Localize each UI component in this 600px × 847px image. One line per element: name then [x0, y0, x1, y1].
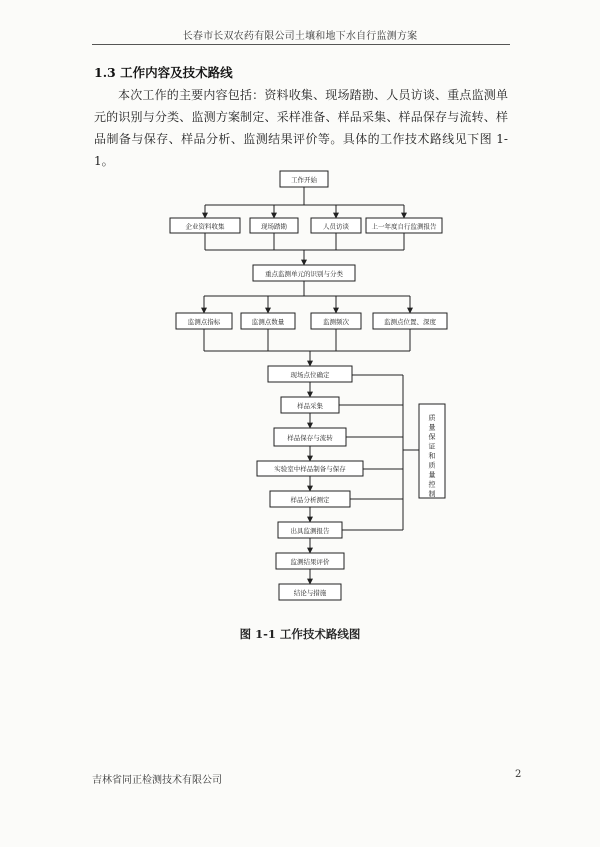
flow-text-quality-control: 质量保证和质量控制: [428, 414, 436, 500]
flow-text-row2-0: 监测点指标: [187, 318, 221, 326]
flow-text-row1-2: 人员访谈: [323, 222, 349, 231]
flow-text-chain-4: 样品分析测定: [290, 496, 330, 504]
flow-text-chain-0: 现场点位确定: [290, 371, 330, 379]
footer-company: 吉林省同正检测技术有限公司: [92, 775, 222, 786]
flow-text-row2-2: 监测频次: [323, 318, 349, 326]
flow-text-identify: 重点监测单元的识别与分类: [265, 270, 343, 278]
flow-text-chain-3: 实验室中样品制备与保存: [274, 465, 346, 473]
flow-text-chain-1: 样品采集: [297, 402, 323, 410]
page-number: 2: [515, 769, 522, 780]
flow-text-row2-3: 监测点位置、深度: [384, 318, 436, 326]
flow-text-row1-3: 上一年度自行监测报告: [371, 222, 437, 231]
flow-text-row1-0: 企业资料收集: [185, 222, 225, 231]
flow-text-start: 工作开始: [291, 176, 317, 184]
body-paragraph: 本次工作的主要内容包括：资料收集、现场踏勘、人员访谈、重点监测单元的识别与分类、监测方案制定、采样准备、样品采集、样品保存与流转、样品制备与保存、样品分析、监测结果评价等。具体的工作技术路线见下图 1-1。: [94, 88, 508, 168]
flow-text-chain-2: 样品保存与流转: [287, 434, 333, 442]
flow-text-chain-7: 结论与措施: [293, 589, 327, 597]
flow-text-row1-1: 现场踏勘: [261, 222, 287, 231]
flow-text-row2-1: 监测点数量: [251, 318, 285, 326]
section-title: 1.3 工作内容及技术路线: [94, 65, 233, 80]
flow-text-chain-5: 出具监测报告: [290, 527, 330, 535]
running-header: 长春市长双农药有限公司土壤和地下水自行监测方案: [182, 31, 418, 42]
figure-caption: 图 1-1 工作技术路线图: [239, 627, 361, 641]
flow-text-chain-6: 监测结果评价: [290, 558, 330, 566]
